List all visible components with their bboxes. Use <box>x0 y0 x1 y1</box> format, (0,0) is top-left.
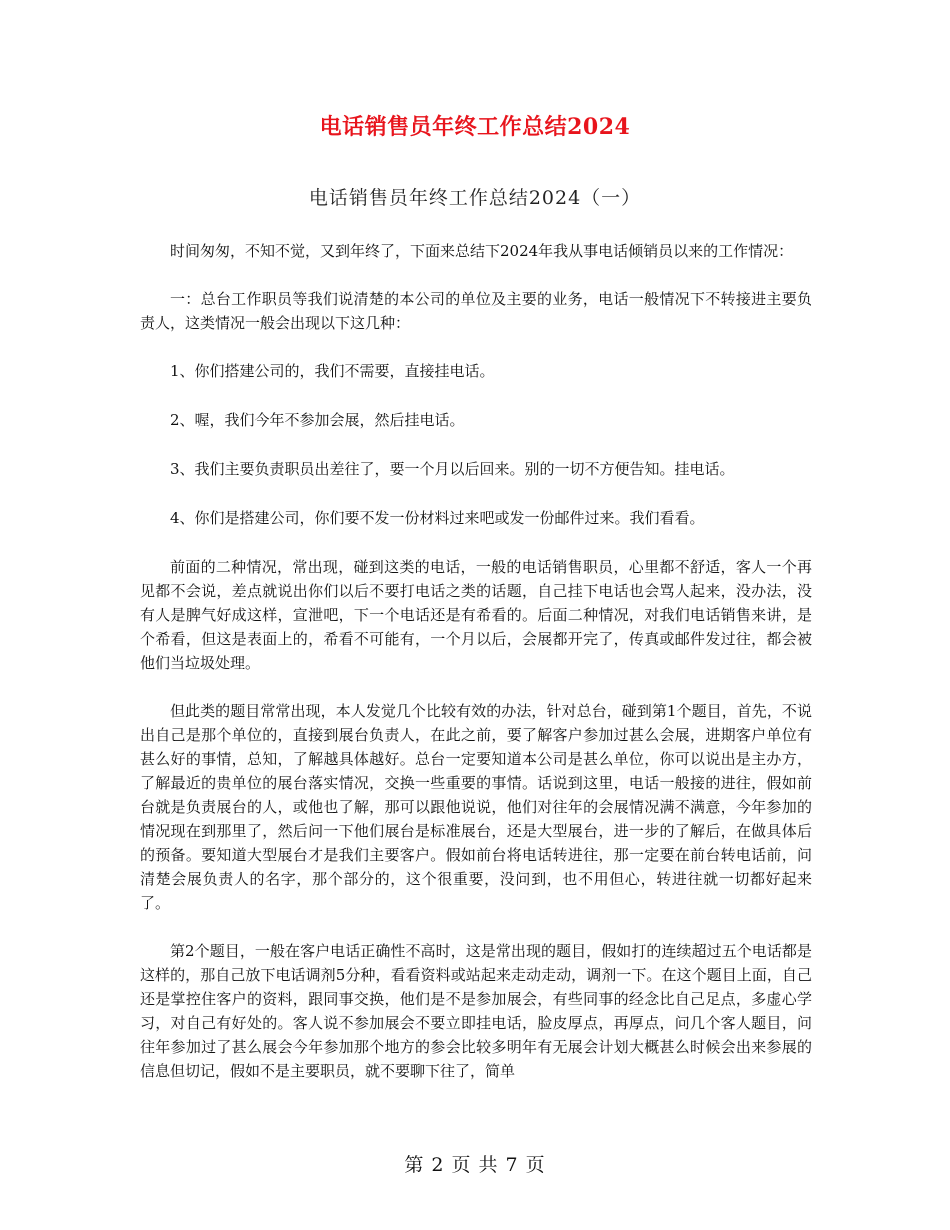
paragraph-analysis: 前面的二种情况，常出现，碰到这类的电话，一般的电话销售职员，心里都不舒适，客人一个再见都不会说，差点就说出你们以后不要打电话之类的话题，自己挂下电话也会骂人起来，没办法，没有人是脾气好成这样，宣泄吧，下一个电话还是有希看的。后面二种情况，对我们电话销售来讲，是个希看，但这是表面上的，希看不可能有，一个月以后，会展都开完了，传真或邮件发过往，都会被他们当垃圾处理。 <box>140 558 812 672</box>
body-text <box>140 239 812 1107</box>
list-item-3: 3、我们主要负责职员出差往了，要一个月以后回来。别的一切不方便告知。挂电话。 <box>170 460 735 478</box>
paragraph-section-one: 一：总台工作职员等我们说清楚的本公司的单位及主要的业务，电话一般情况下不转接进主要负责人，这类情况一般会出现以下这几种： <box>140 290 812 332</box>
page-number: 第 2 页 共 7 页 <box>404 1154 546 1176</box>
document-title: 电话销售员年终工作总结2024 <box>319 114 631 140</box>
list-item-2: 2、喔，我们今年不参加会展，然后挂电话。 <box>170 411 465 429</box>
paragraph-solution-one: 但此类的题目常常出现，本人发觉几个比较有效的办法，针对总台，碰到第1个题目，首先，不说出自己是那个单位的，直接到展台负责人，在此之前，要了解客户参加过甚么会展，进期客户单位有甚么好的事情，总知，了解越具体越好。总台一定要知道本公司是甚么单位，你可以说出是主办方，了解最近的贵单位的展台落实情况，交换一些重要的事情。话说到这里，电话一般接的进往，假如前台就是负责展台的人，或他也了解，那可以跟他说说，他们对往年的会展情况满不满意，今年参加的情况现在到那里了，然后问一下他们展台是标准展台，还是大型展台，进一步的了解后，在做具体后的预备。要知道大型展台才是我们主要客户。假如前台将电话转进往，那一定要在前台转电话前，问清楚会展负责人的名字，那个部分的，这个很重要，没问到，也不用但心，转进往就一切都好起来了。 <box>140 702 812 912</box>
section-subtitle: 电话销售员年终工作总结2024（一） <box>308 187 642 209</box>
paragraph-intro: 时间匆匆，不知不觉，又到年终了，下面来总结下2024年我从事电话倾销员以来的工作情况： <box>170 242 794 260</box>
list-item-1: 1、你们搭建公司的，我们不需要，直接挂电话。 <box>170 362 495 380</box>
list-item-4: 4、你们是搭建公司，你们要不发一份材料过来吧或发一份邮件过来。我们看看。 <box>170 509 705 527</box>
paragraph-solution-two: 第2个题目，一般在客户电话正确性不高时，这是常出现的题目，假如打的连续超过五个电话都是这样的，那自己放下电话调剂5分种，看看资料或站起来走动走动，调剂一下。在这个题目上面，自己还是掌控住客户的资料，跟同事交换，他们是不是参加展会，有些同事的经念比自己足点，多虚心学习，对自己有好处的。客人说不参加展会不要立即挂电话，脸皮厚点，再厚点，问几个客人题目，问往年参加过了甚么展会今年参加那个地方的参会比较多明年有无展会计划大概甚么时候会出来参展的信息但切记，假如不是主要职员，就不要聊下往了，简单 <box>140 942 812 1080</box>
